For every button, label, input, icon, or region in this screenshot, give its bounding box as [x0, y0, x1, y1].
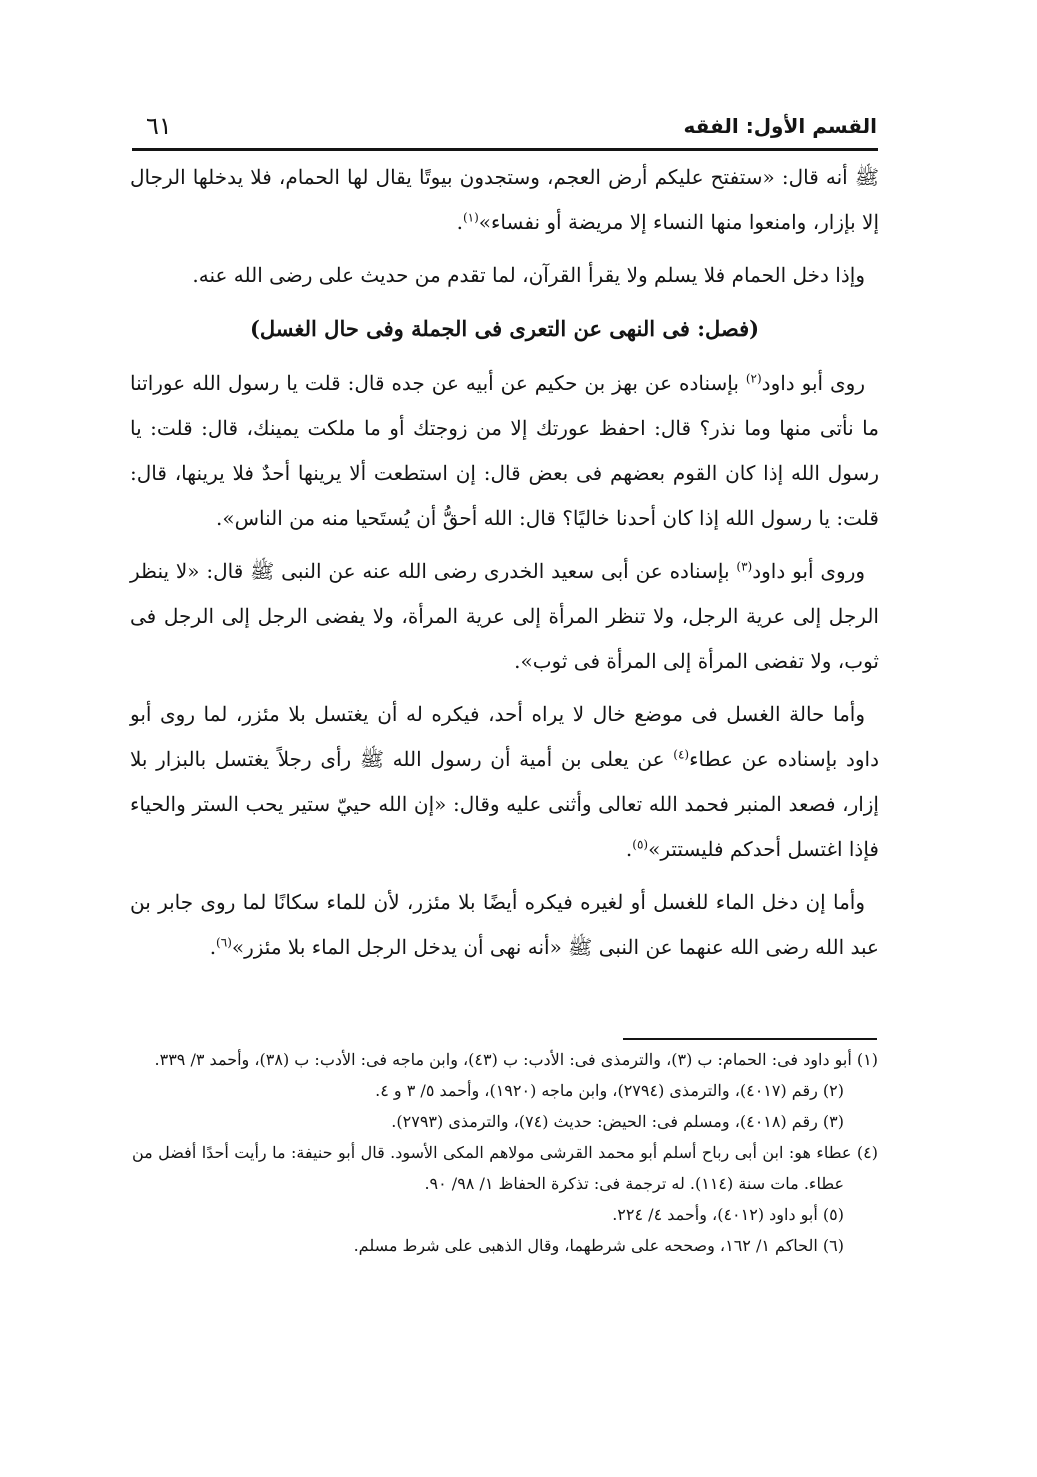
footnote: (١) أبو داود فى: الحمام: ب (٣)، والترمذى فى: الأدب: ب (٤٣)، وابن ماجه فى: الأدب: ب (٣٨)، وأحمد ٣/ ٣٣٩.	[154, 1050, 878, 1069]
page-number: ٦١	[146, 112, 172, 140]
paragraph-text: وإذا دخل الحمام فلا يسلم ولا يقرأ القرآن، لما تقدم من حديث على رضى الله عنه.	[192, 263, 865, 287]
heading-text: (فصل: فى النهى عن التعرى فى الجملة وفى حال الغسل)	[249, 316, 760, 341]
main-text	[130, 155, 879, 978]
footnotes	[132, 1044, 878, 1261]
footnote-rule	[623, 1038, 877, 1040]
footnote-ref: (٣)	[736, 559, 753, 574]
paragraph	[130, 253, 879, 298]
paragraph-tail: بإسناده عن بهز بن حكيم عن أبيه عن جده قال: قلت يا رسول الله عوراتنا ما نأتى منها وما نذر؟ قال: احفظ عورتك إلا من زوجتك أو ما ملكت يمينك، قال: قلت: يا رسول الله إذا كان القوم بعضهم فى بعض قال: إن استطعت ألا يرينها أحدٌ فلا يرينها، قال: قلت: يا رسول الله إذا كان أحدنا خاليًا؟ قال: الله أحقُّ أن يُستَحيا منه من الناس».	[130, 371, 879, 530]
footnote-ref: (١)	[462, 210, 479, 225]
paragraph	[130, 692, 879, 872]
footnote: (٣) رقم (٤٠١٨)، ومسلم فى: الحيض: حديث (٧٤)، والترمذى (٢٧٩٣).	[391, 1112, 844, 1131]
paragraph-tail: بإسناده عن أبى سعيد الخدرى رضى الله عنه عن النبى ﷺ قال: «لا ينظر الرجل إلى عرية الرجل، ولا تنظر المرأة إلى عرية المرأة، ولا يفضى الرجل إلى الرجل فى ثوب، ولا تفضى المرأة إلى المرأة فى ثوب».	[130, 559, 879, 673]
footnote: (٥) أبو داود (٤٠١٢)، وأحمد ٤/ ٢٢٤.	[612, 1205, 844, 1224]
paragraph-tail: عن يعلى بن أمية أن رسول الله ﷺ رأى رجلاً يغتسل بالبزار بلا إزار، فصعد المنبر فحمد الله تعالى وأثنى عليه وقال: «إن الله حييّ ستير يحب الستر والحياء فإذا اغتسل أحدكم فليستتر»	[130, 747, 879, 861]
section-title: القسم الأول: الفقه	[683, 114, 877, 138]
paragraph-tail: .	[209, 935, 217, 959]
paragraph-tail: .	[625, 837, 633, 861]
footnote: (٦) الحاكم ١/ ١٦٢، وصححه على شرطهما، وقال الذهبى على شرط مسلم.	[353, 1236, 844, 1255]
footnote: (٢) رقم (٤٠١٧)، والترمذى (٢٧٩٤)، وابن ماجه (١٩٢٠)، وأحمد ٥/ ٣ و ٤.	[375, 1081, 844, 1100]
paragraph-text: وأما حالة الغسل فى موضع خال لا يراه أحد، فيكره له أن يغتسل بلا مئزر، لما روى أبو داود بإسناده عن عطاء	[130, 702, 879, 771]
footnote: (٤) عطاء هو: ابن أبى رباح أسلم أبو محمد القرشى مولاهم المكى الأسود. قال أبو حنيفة: ما رأيت أحدًا أفضل من عطاء. مات سنة (١١٤). له ترجمة فى: تذكرة الحفاظ ١/ ٩٨/ ٩٠.	[132, 1143, 878, 1193]
paragraph	[130, 880, 879, 970]
running-header	[132, 112, 877, 152]
header-rule	[132, 148, 878, 151]
paragraph	[130, 361, 879, 541]
paragraph	[130, 155, 879, 245]
paragraph-text: روى أبو داود	[761, 371, 865, 395]
footnote-ref: (٢)	[745, 371, 762, 386]
paragraph-tail: .	[456, 210, 463, 234]
section-heading	[130, 306, 879, 351]
paragraph-text: ﷺ أنه قال: «ستفتح عليكم أرض العجم، وستجدون بيوتًا يقال لها الحمام، فلا يدخلها الرجال إلا بإزار، وامنعوا منها النساء إلا مريضة أو نفساء»	[130, 165, 879, 234]
paragraph-text: وروى أبو داود	[752, 559, 866, 583]
paragraph	[130, 549, 879, 684]
paragraph-text: وأما إن دخل الماء للغسل أو لغيره فيكره أيضًا بلا مئزر، لأن للماء سكانًا لما روى جابر بن عبد الله رضى الله عنهما عن النبى ﷺ «أنه نهى أن يدخل الرجل الماء بلا مئزر»	[130, 890, 879, 959]
footnote-ref: (٦)	[216, 935, 232, 950]
footnote-ref: (٤)	[673, 747, 690, 762]
footnote-ref: (٥)	[632, 837, 649, 852]
